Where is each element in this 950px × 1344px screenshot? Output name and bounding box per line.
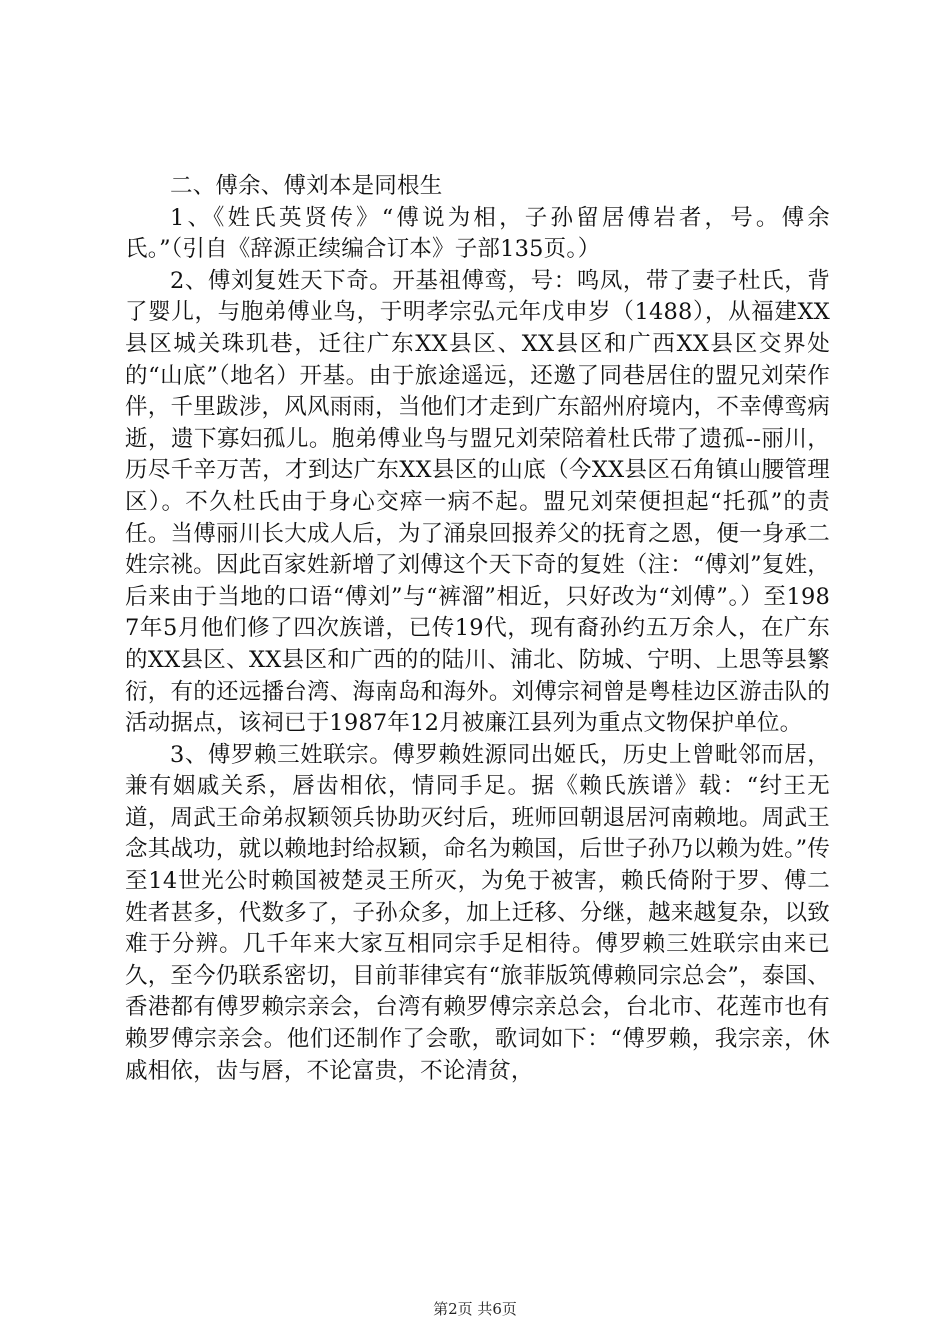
page-footer: 第2页 共6页 xyxy=(433,1300,517,1318)
section-heading: 二、傅余、傅刘本是同根生 xyxy=(170,173,443,199)
paragraph-1: 1、《姓氏英贤传》“傅说为相，子孙留居傅岩者，号。傅余氏。”（引自《辞源正续编合订本》子部135页。） xyxy=(125,204,830,263)
paragraph-3: 3、傅罗赖三姓联宗。傅罗赖姓源同出姬氏，历史上曾毗邻而居，兼有姻戚关系，唇齿相依，情同手足。据《赖氏族谱》载：“纣王无道，周武王命弟叔颖领兵协助灭纣后，班师回朝退居河南赖地。周武王念其战功，就以赖地封给叔颖，命名为赖国，后世子孙乃以赖为姓。”传至14世光公时赖国被楚灵王所灭，为免于被害，赖氏倚附于罗、傅二姓者甚多，代数多了，子孙众多，加上迁移、分继，越来越复杂，以致难于分辨。几千年来大家互相同宗手足相待。傅罗赖三姓联宗由来已久，至今仍联系密切，目前菲律宾有“旅菲版筑傅赖同宗总会”，泰国、香港都有傅罗赖宗亲会，台湾有赖罗傅宗亲总会，台北市、花莲市也有赖罗傅宗亲会。他们还制作了会歌，歌词如下：“傅罗赖，我宗亲，休戚相依，齿与唇，不论富贵，不论清贫， xyxy=(125,741,830,1084)
document-body xyxy=(125,171,830,1087)
paragraph-2: 2、傅刘复姓天下奇。开基祖傅鸾，号：鸣凤，带了妻子杜氏，背了婴儿，与胞弟傅业鸟，于明孝宗弘元年戊申岁（1488），从福建XX县区城关珠玑巷，迁往广东XX县区、XX县区和广西XX县区交界处的“山底”（地名）开基。由于旅途遥远，还邀了同巷居住的盟兄刘荣作伴，千里跋涉，风风雨雨，当他们才走到广东韶州府境内，不幸傅鸾病逝，遗下寡妇孤儿。胞弟傅业鸟与盟兄刘荣陪着杜氏带了遗孤--丽川，历尽千辛万苦，才到达广东XX县区的山底（今XX县区石角镇山腰管理区）。不久杜氏由于身心交瘁一病不起。盟兄刘荣便担起“托孤”的责任。当傅丽川长大成人后，为了涌泉回报养父的抚育之恩，便一身承二姓宗祧。因此百家姓新增了刘傅这个天下奇的复姓（注：“傅刘”复姓，后来由于当地的口语“傅刘”与“裤溜”相近，只好改为“刘傅”。）至1987年5月他们修了四次族谱，已传19代，现有裔孙约五万余人，在广东的XX县区、XX县区和广西的的陆川、浦北、防城、宁明、上思等县繁衍，有的还远播台湾、海南岛和海外。刘傅宗祠曾是粤桂边区游击队的活动据点，该祠已于1987年12月被廉江县列为重点文物保护单位。 xyxy=(125,267,830,737)
